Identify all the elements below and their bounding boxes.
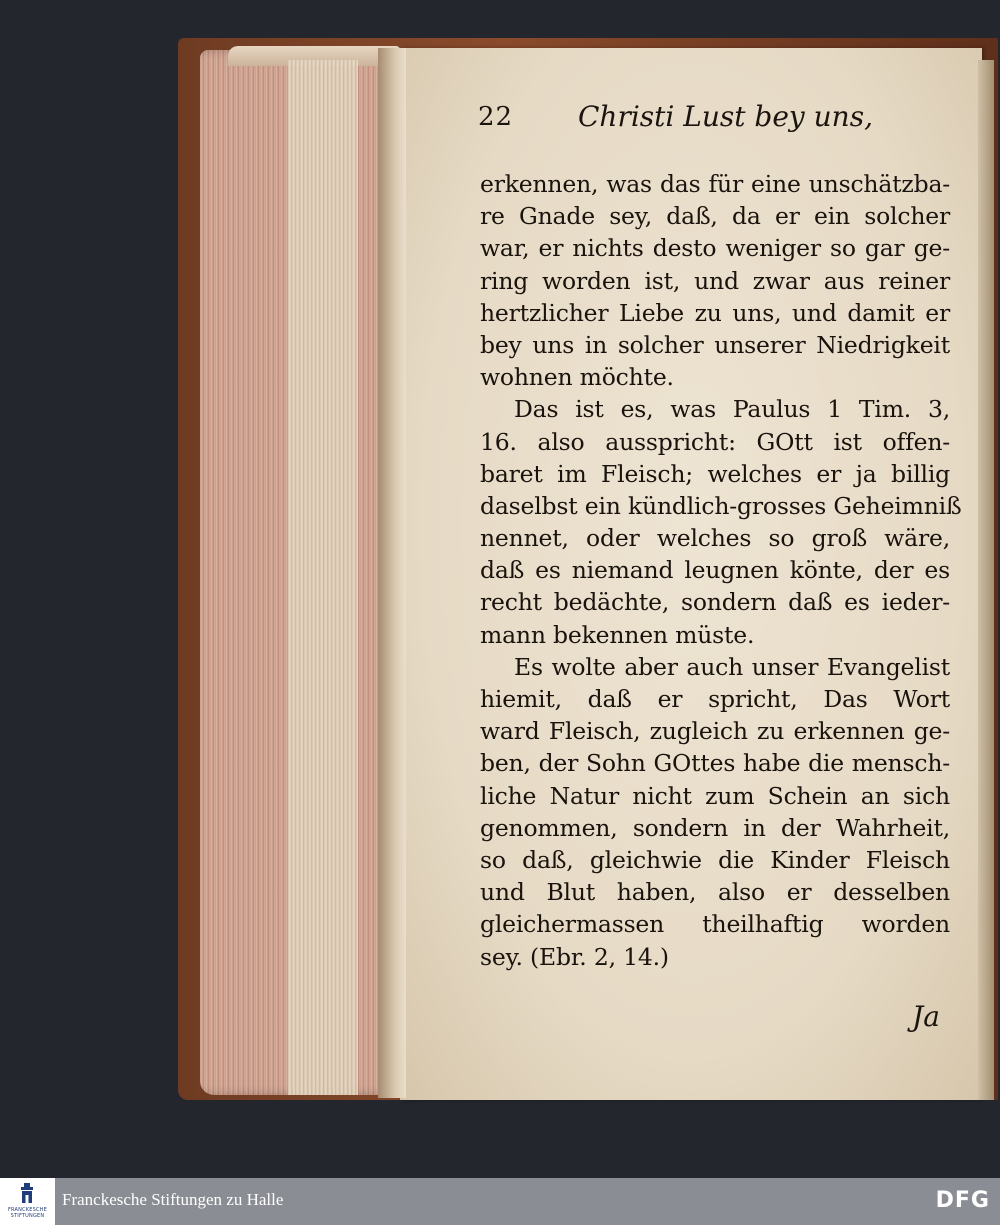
text-line: hiemit, daß er spricht, Das Wort [480,685,950,713]
page-right-edge [978,60,994,1100]
text-line: nennet, oder welches so groß wäre, [480,524,950,553]
institution-name: Franckesche Stiftungen zu Halle [62,1190,284,1209]
text-line: bey uns in solcher unserer Niedrigkeit [480,330,950,359]
text-line: so daß, gleichwie die Kinder Fleisch [480,845,950,874]
text-line: und Blut haben, also er desselben [480,878,950,907]
text-line: genommen, sondern in der Wahrheit, [480,813,950,842]
page-body-text [480,168,962,973]
text-line: mann bekennen müste. [480,620,755,649]
text-line: ward Fleisch, zugleich zu erkennen ge- [480,717,950,746]
page-gutter [378,48,406,1098]
text-line: 16. also ausspricht: GOtt ist offen- [480,427,950,456]
text-line: Das ist es, was Paulus 1 Tim. 3, [514,395,950,424]
text-line: erkennen, was das für eine unschätzba- [480,170,950,198]
text-line: ring worden ist, und zwar aus reiner [480,266,950,295]
text-line: wohnen möchte. [480,363,674,392]
logo-caption: FRANCKESCHE STIFTUNGEN [7,1207,48,1219]
running-head [478,98,958,138]
text-line: hertzlicher Liebe zu uns, und damit er [480,298,950,327]
dfg-logo[interactable]: DFG [935,1188,990,1213]
text-line: gleichermassen theilhaftig worden [480,910,950,939]
text-line: baret im Fleisch; welches er ja billig [480,459,950,488]
viewer-footer [0,1178,1000,1225]
text-line: Es wolte aber auch unser Evangelist [514,652,950,681]
text-line: liche Natur nicht zum Schein an sich [480,781,950,810]
text-line: daß es niemand leugnen könte, der es [480,556,950,585]
text-line: sey. (Ebr. 2, 14.) [480,942,669,971]
text-line: war, er nichts desto weniger so gar ge- [480,234,950,263]
page-edge-strip [288,60,358,1095]
orphanage-icon [19,1183,35,1205]
franckesche-logo[interactable] [0,1178,55,1225]
text-line: recht bedächte, sondern daß es ieder- [480,588,950,617]
text-line: ben, der Sohn GOttes habe die mensch- [480,749,950,778]
catchword: Ja [912,1000,940,1033]
text-line: daselbst ein kündlich-grosses Geheimniß [480,491,962,520]
page-number: 22 [478,102,514,132]
running-head-title: Christi Lust bey uns, [578,100,873,133]
text-line: re Gnade sey, daß, da er ein solcher [480,202,950,231]
